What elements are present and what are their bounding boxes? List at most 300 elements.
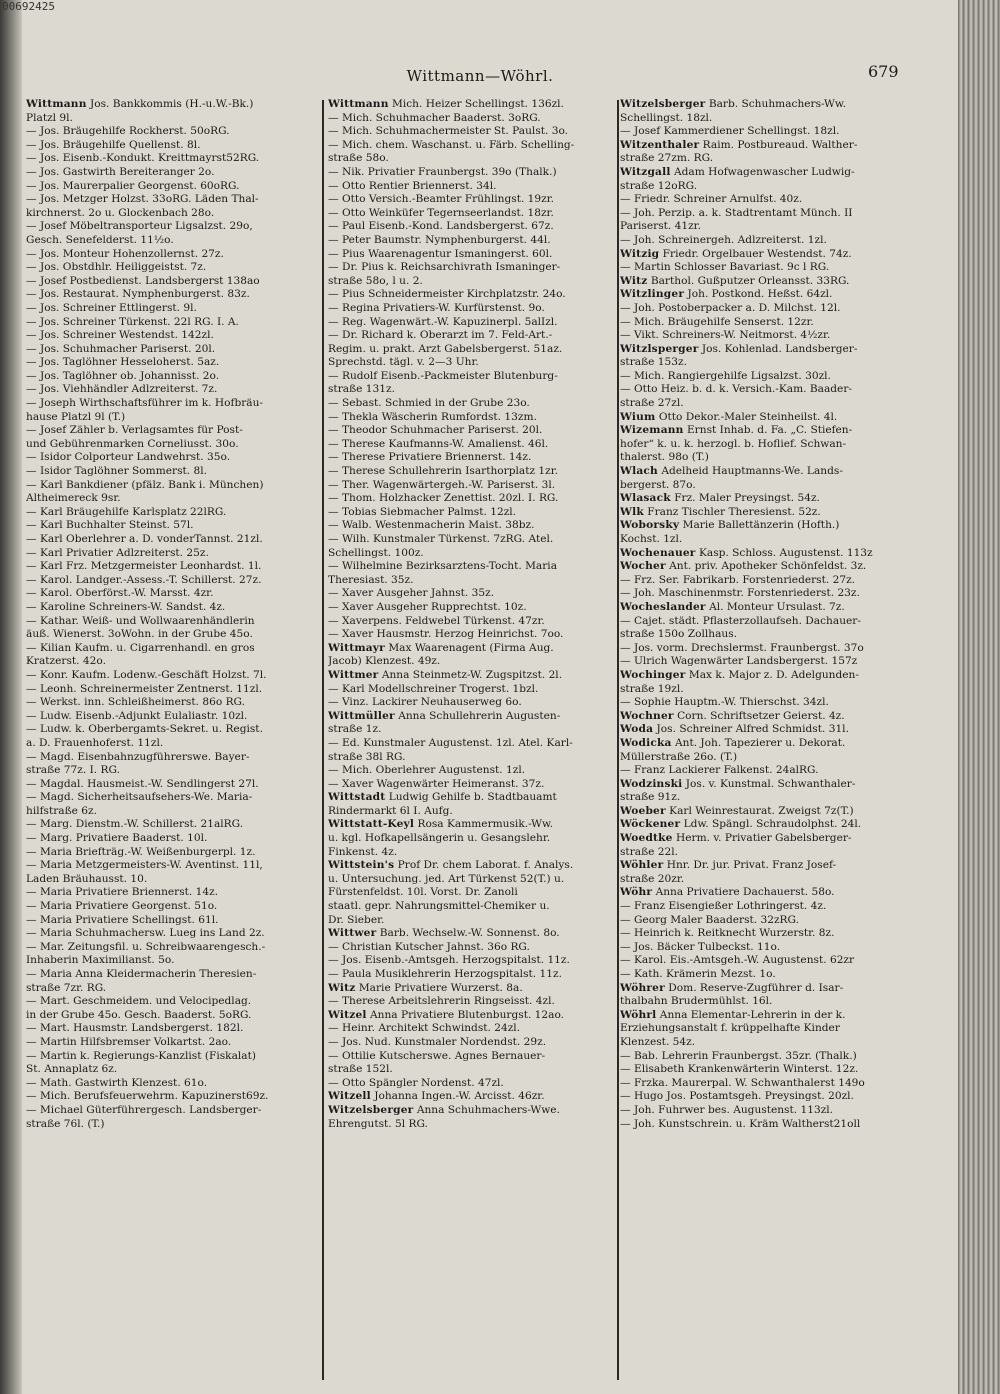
entry-surname: Witzlsperger xyxy=(620,342,699,355)
directory-entry xyxy=(620,329,916,343)
entry-text: kirchnerst. 2o u. Glockenbach 28o. xyxy=(26,206,215,219)
entry-text: und Gebührenmarken Corneliusst. 30o. xyxy=(26,437,239,450)
entry-text: — Karl Bankdiener (pfälz. Bank i. München) xyxy=(26,478,264,491)
entry-text: — Rudolf Eisenb.-Packmeister Blutenburg- xyxy=(328,369,558,382)
entry-text: Marie Ballettänzerin (Hofth.) xyxy=(682,519,840,532)
entry-text: — Therese Arbeitslehrerin Ringseisst. 4zl. xyxy=(328,995,555,1008)
entry-text: — Hugo Jos. Postamtsgeh. Preysingst. 20zl. xyxy=(620,1090,854,1103)
entry-text: — Paul Eisenb.-Kond. Landsbergerst. 67z. xyxy=(328,220,554,233)
entry-text: — Isidor Colporteur Landwehrst. 35o. xyxy=(26,451,231,464)
directory-entry xyxy=(26,383,318,397)
entry-text: — Joh. Postoberpacker a. D. Milchst. 12l. xyxy=(620,301,841,314)
directory-entry xyxy=(328,914,618,928)
entry-text: Anna Elementar-Lehrerin in der k. xyxy=(659,1008,846,1021)
directory-entry xyxy=(26,723,318,737)
directory-entry xyxy=(328,1118,618,1132)
directory-entry xyxy=(620,1009,916,1023)
entry-surname: Wochenauer xyxy=(620,546,696,559)
entry-surname: Wittmann xyxy=(328,98,389,110)
entry-text: — Peter Baumstr. Nymphenburgerst. 44l. xyxy=(328,233,551,246)
directory-entry xyxy=(26,234,318,248)
directory-entry xyxy=(620,166,916,180)
entry-text: — Franz Lackierer Falkenst. 24alRG. xyxy=(620,764,819,777)
entry-text: — Nik. Privatier Fraunbergst. 39o (Thalk.) xyxy=(328,165,557,178)
directory-entry xyxy=(328,125,618,139)
entry-text: — Karoline Schreiners-W. Sandst. 4z. xyxy=(26,600,226,613)
directory-entry xyxy=(328,778,618,792)
entry-text: straße 7zr. RG. xyxy=(26,981,107,994)
entry-text: — Vinz. Lackirer Neuhauserweg 6o. xyxy=(328,696,522,709)
directory-entry xyxy=(328,995,618,1009)
entry-text: straße 77z. I. RG. xyxy=(26,764,120,777)
entry-text: — Jos. Schuhmacher Pariserst. 20l. xyxy=(26,342,216,355)
directory-entry xyxy=(328,954,618,968)
directory-entry xyxy=(26,1090,318,1104)
entry-surname: Wocheslander xyxy=(620,600,706,613)
directory-entry xyxy=(26,737,318,751)
directory-entry xyxy=(620,778,916,792)
directory-entry xyxy=(26,1118,318,1132)
directory-entry xyxy=(26,995,318,1009)
column-rule xyxy=(322,100,324,1380)
directory-entry xyxy=(26,1063,318,1077)
directory-entry xyxy=(328,683,618,697)
entry-text: — Wilh. Kunstmaler Türkenst. 7zRG. Atel. xyxy=(328,533,554,545)
entry-surname: Witz xyxy=(328,981,356,994)
entry-text: — Bab. Lehrerin Fraunbergst. 35zr. (Thalk.) xyxy=(620,1049,857,1062)
directory-entry xyxy=(328,316,618,330)
entry-surname: Witzell xyxy=(328,1090,371,1103)
directory-entry xyxy=(26,710,318,724)
directory-entry xyxy=(328,655,618,669)
directory-entry xyxy=(26,193,318,207)
directory-entry xyxy=(620,112,916,126)
directory-entry xyxy=(620,615,916,629)
directory-entry xyxy=(328,275,618,289)
entry-text: straße 38l RG. xyxy=(328,750,406,763)
entry-text: — Heinrich k. Reitknecht Wurzerstr. 8z. xyxy=(620,927,835,940)
entry-text: Sprechstd. tägl. v. 2—3 Uhr. xyxy=(328,356,479,369)
directory-entry xyxy=(328,805,618,819)
entry-surname: Wium xyxy=(620,410,656,423)
directory-entry xyxy=(26,574,318,588)
directory-entry xyxy=(26,941,318,955)
directory-entry xyxy=(328,886,618,900)
directory-entry xyxy=(26,343,318,357)
directory-entry xyxy=(26,1036,318,1050)
entry-text: — Regina Privatiers-W. Kurfürstenst. 9o. xyxy=(328,301,545,314)
entry-text: u. kgl. Hofkapellsängerin u. Gesangslehr. xyxy=(328,832,551,845)
entry-text: Jacob) Klenzest. 49z. xyxy=(328,655,441,668)
entry-text: Joh. Postkond. Heßst. 64zl. xyxy=(687,288,833,301)
entry-text: — Jos. Eisenb.-Kondukt. Kreittmayrst52RG. xyxy=(26,152,260,165)
entry-text: — Joh. Maschinenmstr. Forstenriederst. 23z. xyxy=(620,587,860,600)
directory-entry xyxy=(26,764,318,778)
entry-text: Karl Weinrestaurat. Zweigst 7z(T.) xyxy=(669,804,854,817)
directory-entry xyxy=(328,1022,618,1036)
entry-text: Max Waarenagent (Firma Aug. xyxy=(388,641,554,654)
entry-text: Barb. Schuhmachers-Ww. xyxy=(708,98,847,110)
directory-entry xyxy=(620,533,916,547)
entry-text: — Josef Kammerdiener Schellingst. 18zl. xyxy=(620,125,840,138)
directory-entry xyxy=(26,316,318,330)
directory-entry xyxy=(26,587,318,601)
entry-text: — Thom. Holzhacker Zenettist. 20zl. I. RG. xyxy=(328,492,559,505)
directory-entry xyxy=(620,424,916,438)
entry-text: — Walb. Westenmacherin Maist. 38bz. xyxy=(328,519,535,532)
directory-entry xyxy=(328,1090,618,1104)
entry-text: — Tobias Siebmacher Palmst. 12zl. xyxy=(328,505,517,518)
entry-text: straße 27zm. RG. xyxy=(620,152,714,165)
entry-text: — Jos. Gastwirth Bereiteranger 2o. xyxy=(26,165,215,178)
entry-surname: Wochner xyxy=(620,709,674,722)
directory-entry xyxy=(26,655,318,669)
entry-text: Barb. Wechselw.-W. Sonnenst. 8o. xyxy=(379,927,560,940)
directory-entry xyxy=(26,166,318,180)
entry-text: — Frzka. Maurerpal. W. Schwanthalerst 149o xyxy=(620,1076,865,1089)
entry-surname: Wöckener xyxy=(620,818,681,831)
entry-text: — Otto Rentier Briennerst. 34l. xyxy=(328,179,497,192)
directory-entry xyxy=(328,288,618,302)
entry-text: — Karl Modellschreiner Trogerst. 1bzl. xyxy=(328,682,539,695)
entry-text: — Elisabeth Krankenwärterin Winterst. 12z. xyxy=(620,1063,859,1076)
entry-surname: Wittwer xyxy=(328,927,377,940)
entry-text: Ludwig Gehilfe b. Stadtbauamt xyxy=(388,791,557,804)
directory-entry xyxy=(328,98,618,112)
entry-text: straße 12oRG. xyxy=(620,179,698,192)
directory-entry xyxy=(26,207,318,221)
entry-text: — Therese Privatiere Briennerst. 14z. xyxy=(328,451,532,464)
directory-entry xyxy=(328,207,618,221)
directory-entry xyxy=(328,642,618,656)
directory-entry xyxy=(328,968,618,982)
directory-entry xyxy=(328,737,618,751)
directory-entry xyxy=(26,778,318,792)
entry-text: — Frz. Ser. Fabrikarb. Forstenriederst. 27z. xyxy=(620,573,856,586)
entry-text: straße 153z. xyxy=(620,356,687,369)
directory-entry xyxy=(328,479,618,493)
directory-entry xyxy=(26,791,318,805)
entry-surname: Wizemann xyxy=(620,424,684,437)
entry-text: Frz. Maler Preysingst. 54z. xyxy=(674,492,820,505)
entry-surname: Wittstadt xyxy=(328,791,386,804)
directory-entry xyxy=(620,601,916,615)
entry-text: thalerst. 98o (T.) xyxy=(620,451,709,464)
directory-entry xyxy=(26,615,318,629)
directory-entry xyxy=(328,927,618,941)
entry-text: straße 150o Zollhaus. xyxy=(620,628,738,641)
entry-text: — Karl Oberlehrer a. D. vonderTannst. 21zl. xyxy=(26,533,263,545)
directory-entry xyxy=(620,1036,916,1050)
directory-entry xyxy=(620,1104,916,1118)
entry-text: Anna Privatiere Dachauerst. 58o. xyxy=(655,886,835,899)
directory-entry xyxy=(26,968,318,982)
entry-text: Anna Schullehrerin Augusten- xyxy=(398,709,561,722)
book-gutter-edge xyxy=(0,0,22,1394)
directory-entry xyxy=(26,139,318,153)
entry-text: — Mart. Geschmeidem. und Velocipedlag. xyxy=(26,995,252,1008)
directory-entry xyxy=(26,302,318,316)
directory-entry xyxy=(620,846,916,860)
entry-text: — Martin Schlosser Bavariast. 9c l RG. xyxy=(620,261,830,274)
entry-text: — Jos. Bräugehilfe Rockherst. 50oRG. xyxy=(26,125,230,138)
directory-entry xyxy=(328,873,618,887)
entry-text: — Ludw. k. Oberbergamts-Sekret. u. Regist. xyxy=(26,723,263,736)
entry-text: Ant. priv. Apotheker Schönfeldst. 3z. xyxy=(669,560,867,573)
directory-entry xyxy=(26,112,318,126)
directory-entry xyxy=(620,723,916,737)
directory-entry xyxy=(328,547,618,561)
directory-entry xyxy=(620,628,916,642)
directory-entry xyxy=(328,220,618,234)
entry-text: — Jos. Maurerpalier Georgenst. 60oRG. xyxy=(26,179,240,192)
directory-entry xyxy=(620,302,916,316)
directory-entry xyxy=(620,683,916,697)
entry-text: — Jos. Obstdhlr. Heiliggeistst. 7z. xyxy=(26,261,207,274)
directory-entry xyxy=(620,492,916,506)
entry-text: straße 91z. xyxy=(620,791,681,804)
entry-surname: Wodicka xyxy=(620,736,672,749)
entry-text: Gesch. Senefelderst. 11½o. xyxy=(26,233,174,246)
entry-text: — Josef Möbeltransporteur Ligsalzst. 29o, xyxy=(26,220,253,233)
directory-entry xyxy=(328,234,618,248)
entry-surname: Wittmüller xyxy=(328,709,395,722)
entry-text: — Joh. Perzip. a. k. Stadtrentamt Münch. II xyxy=(620,206,853,219)
entry-text: — Magdal. Hausmeist.-W. Sendlingerst 27l. xyxy=(26,777,259,790)
entry-text: — Karol. Eis.-Amtsgeh.-W. Augustenst. 62zr xyxy=(620,954,855,967)
entry-text: Ant. Joh. Tapezierer u. Dekorat. xyxy=(674,736,846,749)
directory-entry xyxy=(26,818,318,832)
entry-text: — Otto Weinküfer Tegernseerlandst. 18zr. xyxy=(328,206,554,219)
entry-text: — Jos. Bräugehilfe Quellenst. 8l. xyxy=(26,138,201,151)
directory-entry xyxy=(26,601,318,615)
entry-text: — Marg. Dienstm.-W. Schillerst. 21alRG. xyxy=(26,818,244,831)
page-stack-edge xyxy=(958,0,1000,1394)
entry-text: — Mich. chem. Waschanst. u. Färb. Schelling- xyxy=(328,138,575,151)
entry-text: — Ottilie Kutscherswe. Agnes Bernauer- xyxy=(328,1049,546,1062)
directory-entry xyxy=(26,669,318,683)
directory-entry xyxy=(620,737,916,751)
directory-entry xyxy=(620,451,916,465)
directory-entry xyxy=(26,886,318,900)
directory-entry xyxy=(328,492,618,506)
directory-entry xyxy=(620,791,916,805)
entry-text: Johanna Ingen.-W. Arcisst. 46zr. xyxy=(374,1090,545,1103)
entry-text: Kochst. 1zl. xyxy=(620,533,683,545)
directory-entry xyxy=(328,710,618,724)
entry-text: — Friedr. Schreiner Arnulfst. 40z. xyxy=(620,193,803,206)
entry-text: Al. Monteur Ursulast. 7z. xyxy=(709,600,845,613)
directory-entry xyxy=(26,846,318,860)
directory-entry xyxy=(26,492,318,506)
entry-text: straße 58o, l u. 2. xyxy=(328,274,423,287)
entry-text: — Magd. Eisenbahnzugführerswe. Bayer- xyxy=(26,750,250,763)
entry-text: — Jos. Monteur Hohenzollernst. 27z. xyxy=(26,247,224,260)
entry-text: — Joseph Wirthschaftsführer im k. Hofbräu- xyxy=(26,397,264,410)
directory-entry xyxy=(620,370,916,384)
entry-surname: Witzgall xyxy=(620,165,671,178)
entry-text: straße 152l. xyxy=(328,1063,393,1076)
entry-text: Laden Bräuhausst. 10. xyxy=(26,872,148,885)
entry-text: — Otto Spängler Nordenst. 47zl. xyxy=(328,1076,504,1089)
directory-entry xyxy=(620,356,916,370)
entry-text: Raim. Postbureaud. Walther- xyxy=(702,138,858,151)
directory-entry xyxy=(26,411,318,425)
directory-entry xyxy=(26,914,318,928)
entry-text: Jos. Kohlenlad. Landsberger- xyxy=(701,342,858,355)
entry-text: — Jos. Eisenb.-Amtsgeh. Herzogspitalst. 11z. xyxy=(328,954,570,967)
entry-text: thalbahn Brudermühlst. 16l. xyxy=(620,995,773,1008)
entry-text: — Otto Heiz. b. d. k. Versich.-Kam. Baader- xyxy=(620,383,852,396)
entry-surname: Wittmayr xyxy=(328,641,385,654)
scan-id-label: 00692425 xyxy=(2,0,55,13)
entry-text: — Jos. Metzger Holzst. 33oRG. Läden Thal- xyxy=(26,193,259,206)
directory-entry xyxy=(328,791,618,805)
entry-text: straße 19zl. xyxy=(620,682,684,695)
directory-entry xyxy=(620,764,916,778)
entry-text: äuß. Wienerst. 3oWohn. in der Grube 45o. xyxy=(26,628,253,641)
entry-text: hause Platzl 9l (T.) xyxy=(26,410,126,423)
entry-text: Ernst Inhab. d. Fa. „C. Stiefen- xyxy=(686,424,853,437)
directory-entry xyxy=(620,587,916,601)
entry-text: — Mich. Oberlehrer Augustenst. 1zl. xyxy=(328,764,526,777)
entry-text: — Georg Maler Baaderst. 32zRG. xyxy=(620,913,799,926)
entry-text: — Jos. Bäcker Tulbeckst. 11o. xyxy=(620,940,781,953)
directory-entry xyxy=(620,506,916,520)
directory-entry xyxy=(328,261,618,275)
directory-entry xyxy=(26,560,318,574)
entry-surname: Woborsky xyxy=(620,519,680,532)
directory-entry xyxy=(328,723,618,737)
directory-entry xyxy=(620,927,916,941)
entry-text: — Otto Versich.-Beamter Frühlingst. 19zr. xyxy=(328,193,555,206)
directory-entry xyxy=(620,710,916,724)
entry-text: — Ulrich Wagenwärter Landsbergerst. 157z xyxy=(620,655,858,668)
directory-entry xyxy=(328,356,618,370)
directory-entry xyxy=(620,479,916,493)
entry-text: — Josef Zähler b. Verlagsamtes für Post- xyxy=(26,424,243,437)
directory-entry xyxy=(620,411,916,425)
entry-surname: Wodzinski xyxy=(620,777,683,790)
directory-entry xyxy=(328,560,618,574)
directory-entry xyxy=(620,316,916,330)
entry-text: Erziehungsanstalt f. krüppelhafte Kinder xyxy=(620,1022,840,1035)
directory-entry xyxy=(620,438,916,452)
entry-text: Inhaberin Maximilianst. 5o. xyxy=(26,954,175,967)
entry-text: straße 22l. xyxy=(620,845,679,858)
directory-entry xyxy=(620,642,916,656)
entry-surname: Wöhler xyxy=(620,859,664,872)
directory-entry xyxy=(620,574,916,588)
entry-text: — Mar. Zeitungsfil. u. Schreibwaarengesch.- xyxy=(26,940,266,953)
entry-text: — Cajet. städt. Pflasterzollaufseh. Dachauer- xyxy=(620,614,861,627)
entry-text: — Joh. Fuhrwer bes. Augustenst. 113zl. xyxy=(620,1103,834,1116)
directory-entry xyxy=(620,152,916,166)
directory-entry xyxy=(26,465,318,479)
directory-entry xyxy=(26,125,318,139)
column-2 xyxy=(328,98,618,1388)
directory-entry xyxy=(328,601,618,615)
entry-text: — Mich. Bräugehilfe Senserst. 12zr. xyxy=(620,315,814,328)
directory-entry xyxy=(328,519,618,533)
directory-entry xyxy=(620,465,916,479)
directory-entry xyxy=(620,669,916,683)
directory-entry xyxy=(26,275,318,289)
directory-entry xyxy=(328,383,618,397)
entry-text: — Dr. Pius k. Reichsarchivrath Ismaninger- xyxy=(328,261,561,274)
entry-text: — Christian Kutscher Jahnst. 36o RG. xyxy=(328,940,530,953)
directory-entry xyxy=(26,451,318,465)
directory-entry xyxy=(620,547,916,561)
entry-text: Theresiast. 35z. xyxy=(328,573,414,586)
entry-text: — Werkst. inn. Schleißheimerst. 86o RG. xyxy=(26,696,246,709)
directory-entry xyxy=(26,1077,318,1091)
directory-entry xyxy=(26,1022,318,1036)
directory-entry xyxy=(26,927,318,941)
entry-text: — Maria Metzgermeisters-W. Aventinst. 11l, xyxy=(26,859,263,872)
entry-text: Barthol. Gußputzer Orleansst. 33RG. xyxy=(650,274,850,287)
directory-entry xyxy=(620,248,916,262)
directory-entry xyxy=(328,248,618,262)
entry-text: — Xaver Hausmstr. Herzog Heinrichst. 7oo. xyxy=(328,628,564,641)
entry-text: Mich. Heizer Schellingst. 136zl. xyxy=(391,98,564,110)
directory-entry xyxy=(620,1050,916,1064)
entry-text: — Theodor Schuhmacher Pariserst. 20l. xyxy=(328,424,543,437)
entry-text: — Thekla Wäscherin Rumfordst. 13zm. xyxy=(328,410,537,423)
directory-entry xyxy=(26,900,318,914)
entry-surname: Witzelsberger xyxy=(620,98,706,110)
entry-text: Fürstenfeldst. 10l. Vorst. Dr. Zanoli xyxy=(328,886,518,899)
directory-entry xyxy=(26,356,318,370)
entry-text: Otto Dekor.-Maler Steinheilst. 4l. xyxy=(658,410,838,423)
entry-text: — Pius Waarenagentur Ismaningerst. 60l. xyxy=(328,247,553,260)
entry-text: Kratzerst. 42o. xyxy=(26,655,106,668)
directory-entry xyxy=(328,1104,618,1118)
entry-text: — Martin k. Regierungs-Kanzlist (Fiskalat) xyxy=(26,1049,256,1062)
directory-entry xyxy=(26,479,318,493)
entry-text: Platzl 9l. xyxy=(26,111,73,124)
entry-surname: Wöhrl xyxy=(620,1008,657,1021)
directory-entry xyxy=(620,343,916,357)
directory-entry xyxy=(328,982,618,996)
directory-entry xyxy=(26,438,318,452)
directory-entry xyxy=(26,642,318,656)
directory-entry xyxy=(328,343,618,357)
directory-entry xyxy=(328,859,618,873)
directory-entry xyxy=(620,995,916,1009)
entry-surname: Wittmer xyxy=(328,668,379,681)
directory-entry xyxy=(26,329,318,343)
running-head: Wittmann—Wöhrl. xyxy=(406,67,554,85)
entry-text: — Mart. Hausmstr. Landsbergerst. 182l. xyxy=(26,1022,244,1035)
entry-surname: Wlk xyxy=(620,505,644,518)
directory-entry xyxy=(328,900,618,914)
directory-entry xyxy=(328,438,618,452)
directory-entry xyxy=(328,411,618,425)
entry-text: Marie Privatiere Wurzerst. 8a. xyxy=(358,981,523,994)
directory-entry xyxy=(620,1077,916,1091)
directory-entry xyxy=(26,696,318,710)
entry-text: bergerst. 87o. xyxy=(620,478,696,491)
directory-entry xyxy=(620,1022,916,1036)
directory-entry xyxy=(620,900,916,914)
directory-entry xyxy=(328,451,618,465)
entry-surname: Woedtke xyxy=(620,832,673,845)
directory-entry xyxy=(620,139,916,153)
directory-entry xyxy=(328,193,618,207)
entry-text: — Karl Frz. Metzgermeister Leonhardst. 1l. xyxy=(26,560,262,573)
directory-entry xyxy=(328,628,618,642)
